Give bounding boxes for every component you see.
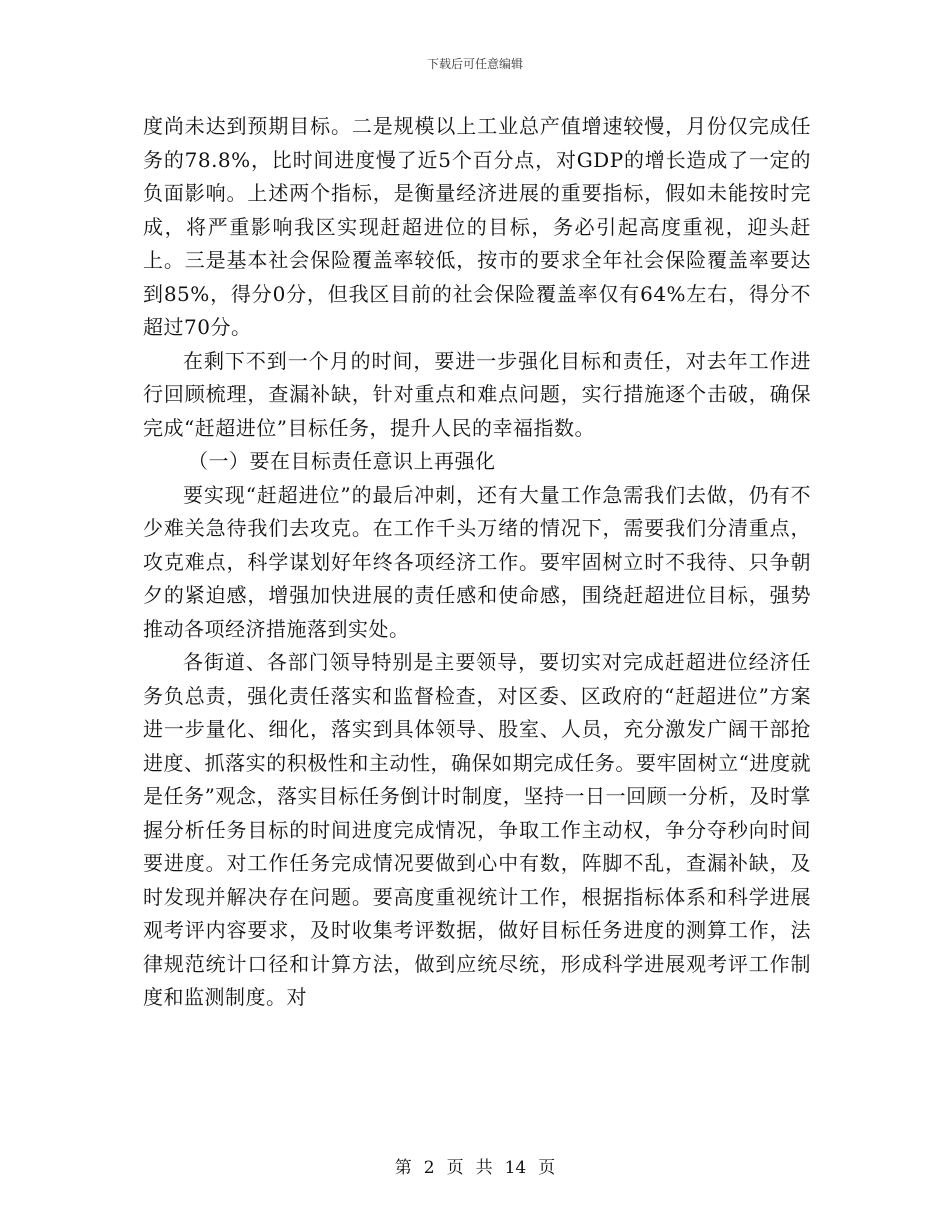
footer-total-label: 共 xyxy=(475,1158,493,1178)
document-body xyxy=(143,110,811,1015)
paragraph-body: 各街道、各部门领导特别是主要领导，要切实对完成赶超进位经济任务负总责，强化责任落实和监督检查，对区委、区政府的“赶超进位”方案进一步量化、细化，落实到具体领导、股室、人员，充分激发广阔干部抢进度、抓落实的积极性和主动性，确保如期完成任务。要牢固树立“进度就是任务”观念，落实目标任务倒计时制度，坚持一日一回顾一分析，及时掌握分析任务目标的时间进度完成情况，争取工作主动权，争分夺秒向时间要进度。对工作任务完成情况要做到心中有数，阵脚不乱，查漏补缺，及时发现并解决存在问题。要高度重视统计工作，根据指标体系和科学进展观考评内容要求，及时收集考评数据，做好目标任务进度的测算工作，法律规范统计口径和计算方法，做到应统尽统，形成科学进展观考评工作制度和监测制度。对 xyxy=(143,650,811,1009)
footer-suffix: 页 xyxy=(538,1158,556,1178)
page-header: 下载后可任意编辑 xyxy=(426,57,523,71)
paragraph-body: 要实现“赶超进位”的最后冲刺，还有大量工作急需我们去做，仍有不少难关急待我们去攻克。在工作千头万绪的情况下，需要我们分清重点，攻克难点，科学谋划好年终各项经济工作。要牢固树立时不我待、只争朝夕的紧迫感，增强加快进展的责任感和使命感，围绕赶超进位目标，强势推动各项经济措施落到实处。 xyxy=(143,482,811,641)
paragraph-continuation: 度尚未达到预期目标。二是规模以上工业总产值增速较慢，月份仅完成任务的78.8%，比时间进度慢了近5个百分点，对GDP的增长造成了一定的负面影响。上述两个指标，是衡量经济进展的重要指标，假如未能按时完成，将严重影响我区实现赶超进位的目标，务必引起高度重视，迎头赶上。三是基本社会保险覆盖率较低，按市的要求全年社会保险覆盖率要达到85%，得分0分，但我区目前的社会保险覆盖率仅有64%左右，得分不超过70分。 xyxy=(143,114,811,339)
footer-page-label: 页 xyxy=(446,1158,464,1178)
total-page-count: 14 xyxy=(504,1158,527,1178)
section-heading: （一）要在目标责任意识上再强化 xyxy=(188,449,496,473)
current-page-number: 2 xyxy=(423,1158,435,1178)
page-footer xyxy=(0,1153,950,1178)
footer-prefix: 第 xyxy=(394,1158,412,1178)
paragraph-intro: 在剩下不到一个月的时间，要进一步强化目标和责任，对去年工作进行回顾梳理，查漏补缺，针对重点和难点问题，实行措施逐个击破，确保完成“赶超进位”目标任务，提升人民的幸福指数。 xyxy=(143,348,811,440)
